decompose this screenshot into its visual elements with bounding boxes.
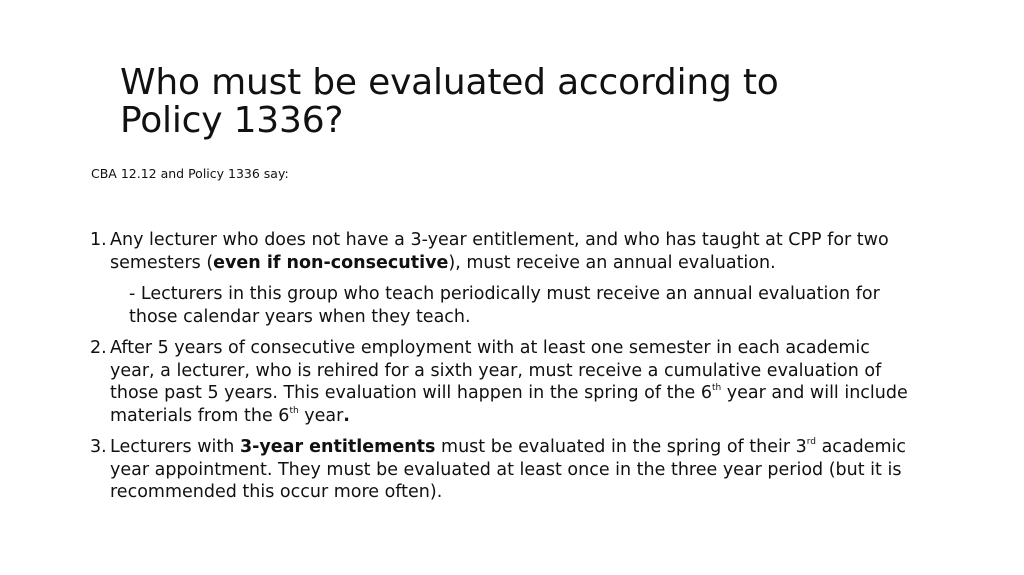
superscript: rd	[806, 437, 816, 448]
text-segment: must be evaluated in the spring of their 3	[435, 437, 807, 457]
list-subitem: - Lecturers in this group who teach periodically must receive an annual evaluation for those calendar years when they teach.	[129, 284, 880, 327]
list-item-text	[110, 229, 910, 274]
bold-phrase: even if non-consecutive	[213, 252, 449, 273]
evaluation-list	[90, 229, 910, 504]
list-item-text	[110, 337, 910, 427]
text-segment: year	[298, 405, 344, 426]
list-number: 2.	[90, 338, 107, 358]
text-segment: Any lecturer who does not have a 3-year entitlement, and who has taught at CPP for two semesters (	[110, 230, 889, 273]
text-segment: Lecturers with	[110, 437, 240, 457]
text-segment: After 5 years of consecutive employment with at least one semester in each academic year, a lecturer, who is rehired for a sixth year, must receive a cumulative evaluation of those past 5 years. This evaluation will happen in the spring of the 6	[110, 338, 882, 403]
list-number: 3.	[90, 437, 107, 457]
superscript: th	[289, 405, 299, 416]
bold-period: .	[343, 405, 350, 426]
slide-subtitle: CBA 12.12 and Policy 1336 say:	[91, 166, 289, 181]
superscript: th	[712, 383, 722, 394]
list-item-3	[90, 436, 910, 504]
slide-title: Who must be evaluated according to Policy 1336?	[120, 62, 779, 142]
list-item-1	[90, 229, 910, 328]
list-number: 1.	[90, 230, 107, 250]
text-segment: academic year appointment. They must be evaluated at least once in the three year period (but it is recommended this occur more often).	[110, 437, 907, 502]
list-item-text	[110, 436, 910, 504]
list-item-2	[90, 337, 910, 427]
text-segment: ), must receive an annual evaluation.	[448, 252, 776, 273]
text-segment: year and will include materials from the 6	[110, 383, 908, 426]
bold-phrase: 3-year entitlements	[239, 437, 436, 457]
